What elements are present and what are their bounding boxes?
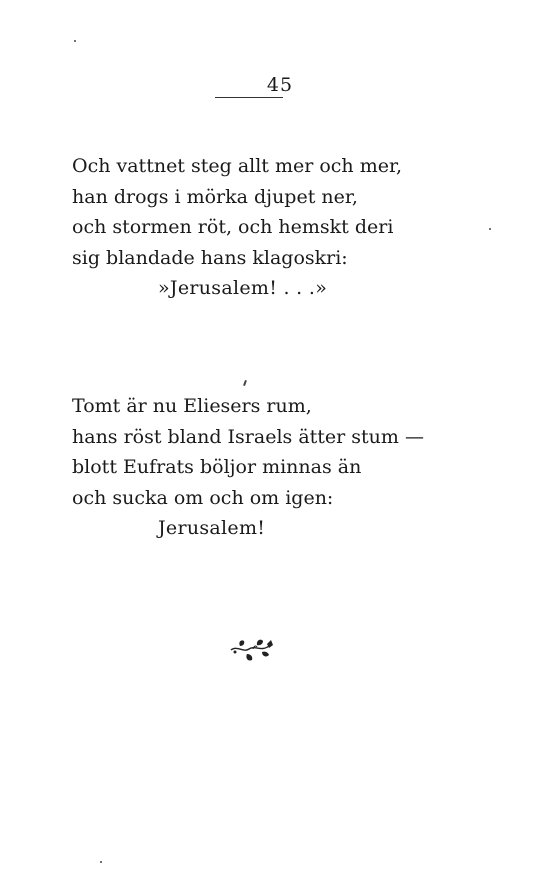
leaf-vine-ornament-icon [229, 636, 275, 664]
page-number: 45 [266, 74, 294, 96]
scan-speck [100, 861, 102, 863]
verse-line: han drogs i mörka djupet ner, [72, 185, 358, 208]
scan-speck [243, 380, 247, 386]
verse-line: och stormen röt, och hemskt deri [72, 216, 394, 238]
refrain-line: »Jerusalem! . . .» [158, 277, 328, 299]
page-number-rule [215, 97, 283, 98]
verse-line: sig blandade hans klagoskri: [72, 246, 348, 269]
verse-line: blott Eufrats böljor minnas än [72, 456, 362, 478]
stanza-1 [72, 151, 402, 304]
verse-line: Tomt är nu Eliesers rum, [72, 395, 312, 417]
scan-speck [489, 228, 491, 230]
refrain-line: Jerusalem! [158, 517, 266, 539]
verse-line: Och vattnet steg allt mer och mer, [72, 155, 403, 177]
verse-line: hans röst bland Israels ätter stum — [72, 425, 424, 448]
scan-speck [74, 40, 76, 42]
verse-line: och sucka om och om igen: [72, 486, 334, 509]
stanza-2 [72, 391, 424, 544]
